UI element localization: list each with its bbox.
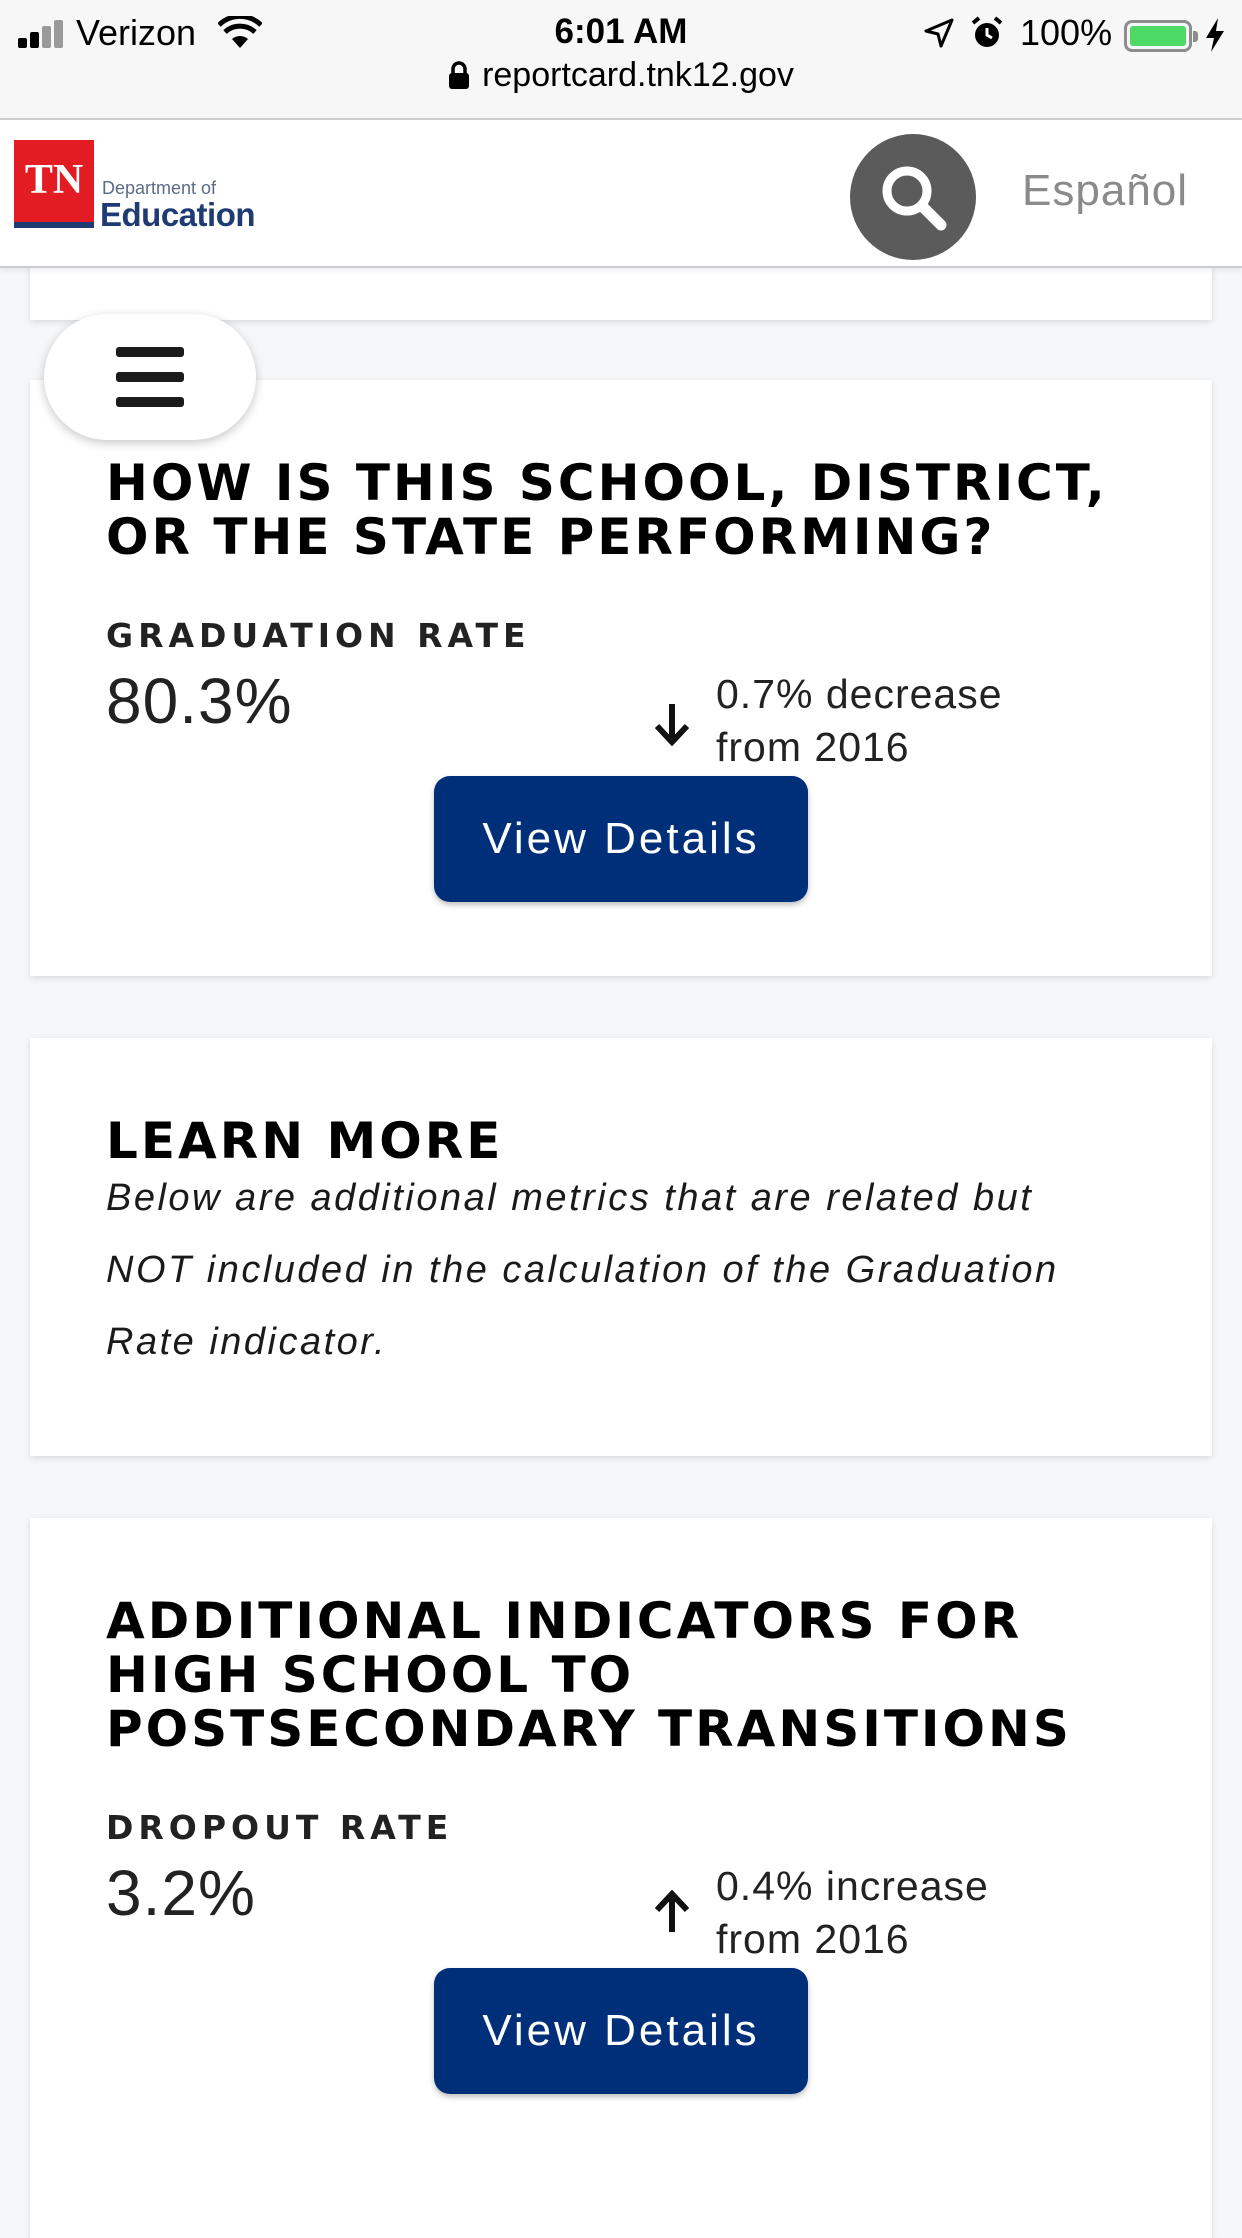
hamburger-icon (116, 347, 184, 357)
change-indicator (652, 1860, 1072, 1966)
change-text-line1: 0.7% decrease (716, 671, 1003, 717)
ios-status-row (0, 6, 1242, 58)
change-indicator (652, 668, 1072, 774)
url-text: reportcard.tnk12.gov (482, 56, 794, 94)
logo-tn-mark: TN (14, 140, 94, 228)
view-details-button[interactable]: View Details (434, 1968, 808, 2094)
logo-department-text: Department of (102, 178, 217, 198)
alarm-icon (970, 16, 1004, 50)
url-bar[interactable] (0, 56, 1242, 104)
location-icon (924, 18, 954, 48)
charging-icon (1204, 18, 1226, 52)
battery-icon (1124, 20, 1192, 52)
hamburger-icon-bar (116, 372, 184, 382)
view-details-button[interactable]: View Details (434, 776, 808, 902)
graduation-rate-card (30, 380, 1212, 976)
additional-indicators-card (30, 1518, 1212, 2238)
section-title: ADDITIONAL INDICATORS FOR HIGH SCHOOL TO POSTSECONDARY TRANSITIONS (106, 1592, 1072, 1758)
section-title: LEARN MORE (106, 1112, 504, 1170)
metric-label: GRADUATION RATE (106, 616, 531, 655)
clock: 6:01 AM (554, 12, 688, 51)
site-header (0, 120, 1242, 268)
language-toggle-link[interactable]: Español (1022, 166, 1189, 215)
carrier-name: Verizon (76, 12, 197, 53)
tn-doe-logo[interactable] (14, 140, 254, 236)
section-title: HOW IS THIS SCHOOL, DISTRICT, OR THE STATE PERFORMING? (106, 454, 1108, 566)
menu-button[interactable] (44, 314, 256, 440)
browser-status-bar (0, 0, 1242, 120)
metric-label: DROPOUT RATE (106, 1808, 454, 1847)
change-text-line2: from 2016 (716, 1916, 910, 1962)
metric-value: 80.3% (106, 665, 293, 737)
lock-icon (448, 61, 470, 89)
arrow-up-icon (652, 1890, 692, 1934)
change-text-line1: 0.4% increase (716, 1863, 989, 1909)
search-icon (877, 161, 949, 233)
arrow-down-icon (652, 702, 692, 746)
change-text-line2: from 2016 (716, 724, 910, 770)
battery-percent: 100% (1020, 12, 1113, 53)
learn-more-text: Below are additional metrics that are related but NOT included in the calculation of the Graduation Rate indicator. (106, 1177, 1059, 1363)
learn-more-card (30, 1038, 1212, 1456)
hamburger-icon-bar (116, 397, 184, 407)
logo-education-text: Education (100, 196, 256, 233)
search-button[interactable] (850, 134, 976, 260)
metric-value: 3.2% (106, 1857, 256, 1929)
